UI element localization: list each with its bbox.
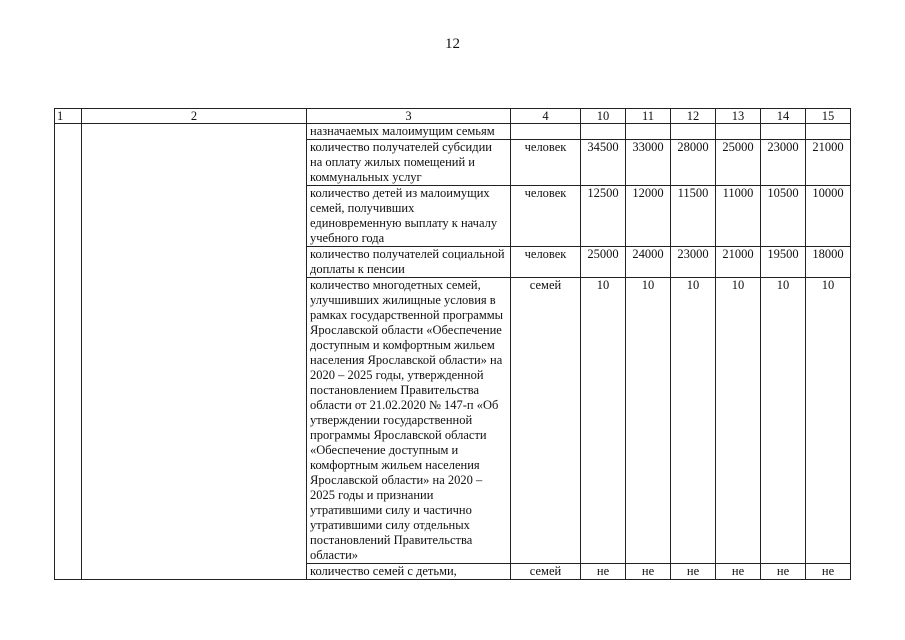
value-cell: 18000	[806, 247, 851, 278]
header-col-12: 12	[671, 109, 716, 124]
value-cell: 19500	[761, 247, 806, 278]
unit-cell: семей	[511, 278, 581, 564]
value-cell	[716, 124, 761, 140]
header-col-10: 10	[581, 109, 626, 124]
value-cell: 12500	[581, 186, 626, 247]
value-cell: 12000	[626, 186, 671, 247]
value-cell: не	[761, 564, 806, 580]
value-cell	[581, 124, 626, 140]
value-cell	[626, 124, 671, 140]
unit-cell	[511, 124, 581, 140]
value-cell: 10	[716, 278, 761, 564]
value-cell: 10	[671, 278, 716, 564]
value-cell: 10000	[806, 186, 851, 247]
value-cell: 10	[626, 278, 671, 564]
table-row	[55, 124, 851, 140]
value-cell: 11000	[716, 186, 761, 247]
value-cell: не	[806, 564, 851, 580]
header-col-1: 1	[55, 109, 82, 124]
value-cell	[761, 124, 806, 140]
value-cell: 24000	[626, 247, 671, 278]
value-cell	[806, 124, 851, 140]
unit-cell: человек	[511, 247, 581, 278]
value-cell: 25000	[716, 140, 761, 186]
header-col-14: 14	[761, 109, 806, 124]
value-cell: 25000	[581, 247, 626, 278]
value-cell	[671, 124, 716, 140]
value-cell: не	[716, 564, 761, 580]
indicators-table	[54, 108, 851, 580]
cell-name-empty	[82, 124, 307, 580]
header-col-15: 15	[806, 109, 851, 124]
value-cell: 23000	[671, 247, 716, 278]
value-cell: 21000	[716, 247, 761, 278]
header-col-2: 2	[82, 109, 307, 124]
unit-cell: семей	[511, 564, 581, 580]
header-row	[55, 109, 851, 124]
value-cell: 10	[761, 278, 806, 564]
unit-cell: человек	[511, 186, 581, 247]
value-cell: 11500	[671, 186, 716, 247]
value-cell: не	[671, 564, 716, 580]
value-cell: 10500	[761, 186, 806, 247]
value-cell: 10	[581, 278, 626, 564]
indicator-cell: назначаемых малоимущим семьям	[307, 124, 511, 140]
value-cell: не	[626, 564, 671, 580]
value-cell: 33000	[626, 140, 671, 186]
cell-number-empty	[55, 124, 82, 580]
header-col-4: 4	[511, 109, 581, 124]
value-cell: 28000	[671, 140, 716, 186]
header-col-13: 13	[716, 109, 761, 124]
value-cell: 10	[806, 278, 851, 564]
value-cell: 34500	[581, 140, 626, 186]
indicator-cell: количество многодетных семей, улучшивших жилищные условия в рамках государственной программы Ярославской области «Обеспечение доступным и комфортным жильем населения Ярославской области» на 2020 – 2025 годы, утвержденной постановлением Правительства области от 21.02.2020 № 147-п «Об утверждении государственной программы Ярославской области «Обеспечение доступным и комфортным жильем населения Ярославской области» на 2020 – 2025 годы и признании утратившими силу и частично утратившими силу отдельных постановлений Правительства области»	[307, 278, 511, 564]
indicator-cell: количество получателей субсидии на оплату жилых помещений и коммунальных услуг	[307, 140, 511, 186]
value-cell: 21000	[806, 140, 851, 186]
header-col-3: 3	[307, 109, 511, 124]
header-col-11: 11	[626, 109, 671, 124]
value-cell: не	[581, 564, 626, 580]
value-cell: 23000	[761, 140, 806, 186]
unit-cell: человек	[511, 140, 581, 186]
indicator-cell: количество семей с детьми,	[307, 564, 511, 580]
page-number: 12	[445, 36, 460, 52]
indicator-cell: количество детей из малоимущих семей, получивших единовременную выплату к началу учебного года	[307, 186, 511, 247]
indicator-cell: количество получателей социальной доплаты к пенсии	[307, 247, 511, 278]
